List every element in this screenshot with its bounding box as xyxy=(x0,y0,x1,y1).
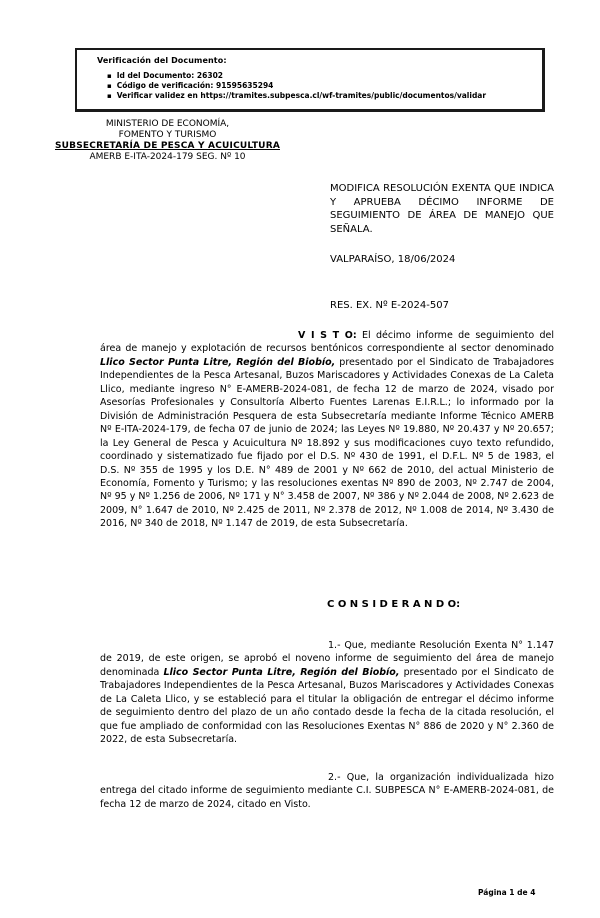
considerando-item-2: 2.- Que, la organización individualizada hizo entrega del citado informe de seguimiento mediante C.I. SUBPESCA N° E-AMERB-2024-081, de fecha 12 de marzo de 2024, citado en Visto. xyxy=(100,772,554,810)
verification-title: Verificación del Documento: xyxy=(97,56,227,65)
visto-text-after: presentado por el Sindicato de Trabajadores Independientes de la Pesca Artesanal, Buzos Mariscadores y Actividades Conexas de La Caleta Llico, mediante ingreso N° E-AMERB-2024-081, de fecha 12 de marzo de 2024, visado por Asesorías Profesionales y Consultoría Alberto Fuentes Larenas E.I.R.L.; lo informado por la División de Administración Pesquera de esta Subsecretaría mediante Informe Técnico AMERB Nº E-ITA-2024-179, de fecha 07 de junio de 2024; las Leyes Nº 19.880, Nº 20.437 y Nº 20.657; la Ley General de Pesca y Acuicultura Nº 18.892 y sus modificaciones cuyo texto refundido, coordinado y sistematizado fue fijado por el D.S. Nº 430 de 1991, el D.F.L. Nº 5 de 1983, el D.S. Nº 355 de 1995 y los D.E. N° 489 de 2001 y Nº 662 de 2010, del actual Ministerio de Economía, Fomento y Turismo; y las resoluciones exentas Nº 890 de 2003, Nº 2.747 de 2004, Nº 95 y Nº 1.256 de 2006, Nº 171 y N° 3.458 de 2007, Nº 386 y Nº 2.044 de 2008, Nº 2.623 de 2009, N° 1.647 de 2010, Nº 2.425 de 2011, Nº 2.378 de 2012, Nº 1.008 de 2014, Nº 3.430 de 2016, Nº 340 de 2018, Nº 1.147 de 2019, de esta Subsecretaría. xyxy=(100,356,554,530)
verification-list xyxy=(107,71,534,101)
resolution-number: RES. EX. Nº E-2024-507 xyxy=(330,300,449,311)
visto-label: V I S T O: xyxy=(298,330,357,341)
verification-item-code: ▪ Código de verificación: 91595635294 xyxy=(107,81,534,91)
page-indicator: Página 1 de 4 xyxy=(478,888,536,897)
agency-name: SUBSECRETARÍA DE PESCA Y ACUICULTURA xyxy=(54,141,280,151)
document-code: AMERB E-ITA-2024-179 SEG. Nº 10 xyxy=(89,152,246,162)
place-date: VALPARAÍSO, 18/06/2024 xyxy=(330,254,456,265)
ministry-name-line1: MINISTERIO DE ECONOMÍA, xyxy=(105,119,230,129)
verification-item-url: ▪ Verificar validez en https://tramites.subpesca.cl/wf-tramites/public/documentos/validar xyxy=(107,91,534,101)
letterhead xyxy=(40,119,295,163)
considerando-heading: C O N S I D E R A N D O: xyxy=(327,599,461,610)
considerando-item-1 xyxy=(100,639,554,747)
amerb-area-name-visto: Llico Sector Punta Litre, Región del Biobío, xyxy=(100,356,336,368)
visto-text-before: El décimo informe de seguimiento del área de manejo y explotación de recursos bentónicos correspondiente al sector denominado xyxy=(100,330,554,355)
ministry-name-line2: FOMENTO Y TURISMO xyxy=(118,130,217,140)
considerando-1-text-after: presentado por el Sindicato de Trabajadores Independientes de la Pesca Artesanal, Buzos Mariscadores y Actividades Conexas de La Caleta Llico, y se estableció para el titular la obligación de entregar el décimo informe de seguimiento dentro del plazo de un año contado desde la fecha de la citada resolución, el que fue ampliado de conformidad con las Resoluciones Exentas N° 886 de 2020 y N° 2.360 de 2022, de esta Subsecretaría. xyxy=(100,666,554,746)
resolution-subject: MODIFICA RESOLUCIÓN EXENTA QUE INDICA Y APRUEBA DÉCIMO INFORME DE SEGUIMIENTO DE ÁREA DE MANEJO QUE SEÑALA. xyxy=(330,183,554,235)
verification-box xyxy=(75,48,545,112)
verification-item-document-id: ▪ Id del Documento: 26302 xyxy=(107,71,534,81)
considerando-1-text-before: 1.- Que, mediante Resolución Exenta N° 1.147 de 2019, de este origen, se aprobó el noveno informe de seguimiento del área de manejo denominada xyxy=(100,640,554,678)
amerb-area-name-considerando: Llico Sector Punta Litre, Región del Biobío, xyxy=(163,666,400,678)
visto-paragraph xyxy=(100,329,554,531)
